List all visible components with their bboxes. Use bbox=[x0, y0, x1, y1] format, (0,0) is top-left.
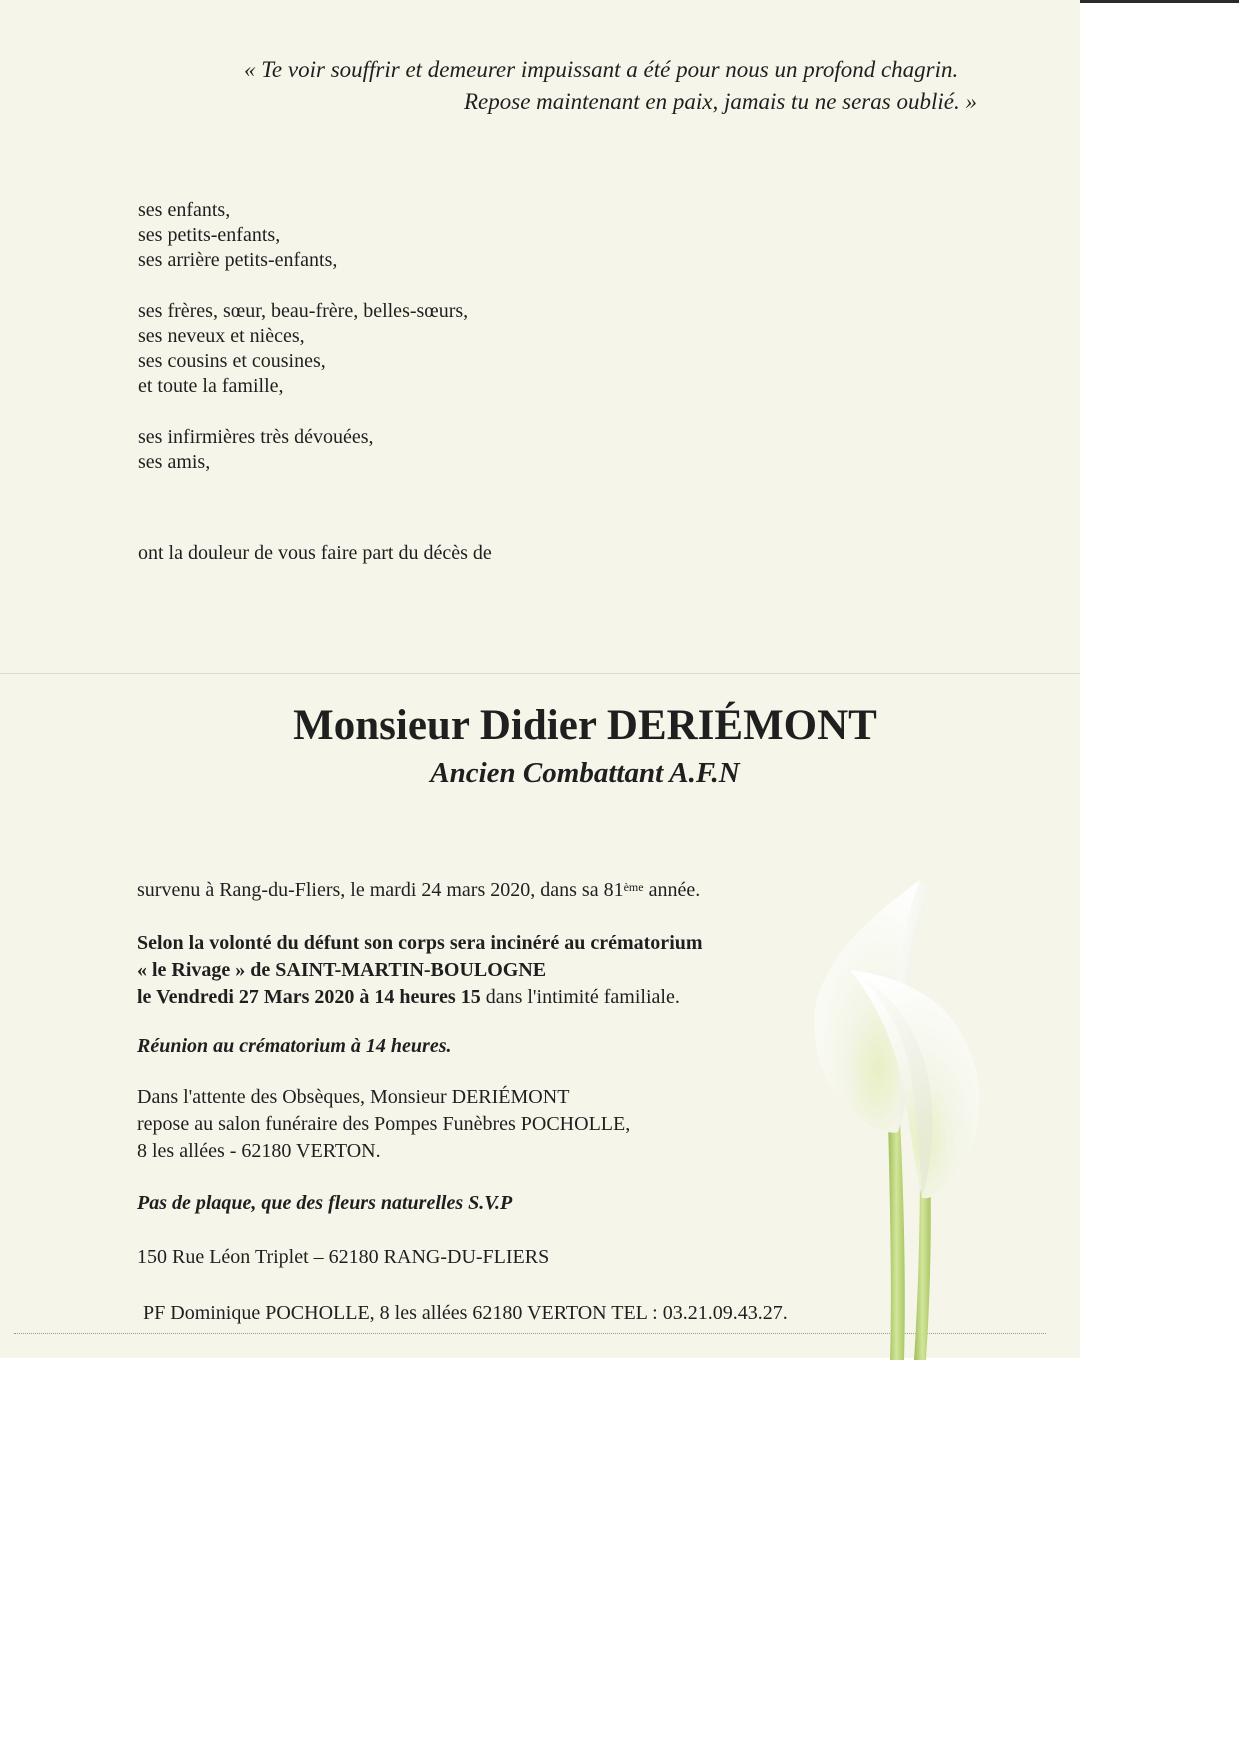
family-group-relatives bbox=[138, 298, 468, 398]
ordinal-suffix: ème bbox=[623, 880, 644, 894]
cremation-line-2: « le Rivage » de SAINT-MARTIN-BOULOGNE bbox=[137, 959, 547, 981]
family-line: et toute la famille, bbox=[138, 375, 284, 397]
cremation-note: dans l'intimité familiale. bbox=[480, 986, 680, 1008]
calla-lily-illustration bbox=[780, 870, 1080, 1360]
viewing-details bbox=[137, 1084, 630, 1165]
family-line: ses enfants, bbox=[138, 199, 231, 221]
reunion-note: Réunion au crématorium à 14 heures. bbox=[137, 1035, 452, 1057]
family-line: ses amis, bbox=[138, 451, 211, 473]
viewing-line-1: Dans l'attente des Obsèques, Monsieur DERIÉMONT bbox=[137, 1086, 570, 1108]
home-address: 150 Rue Léon Triplet – 62180 RANG-DU-FLIERS bbox=[137, 1246, 550, 1268]
deceased-title: Ancien Combattant A.F.N bbox=[430, 757, 740, 789]
cremation-line-1: Selon la volonté du défunt son corps sera incinéré au crématorium bbox=[137, 932, 703, 954]
deceased-name: Monsieur Didier DERIÉMONT bbox=[293, 702, 877, 749]
scan-edge bbox=[1080, 0, 1239, 3]
fold-line bbox=[0, 673, 1080, 674]
viewing-line-2: repose au salon funéraire des Pompes Funèbres POCHOLLE, bbox=[137, 1113, 631, 1135]
family-line: ses cousins et cousines, bbox=[138, 350, 326, 372]
death-notice-prefix: survenu à Rang-du-Fliers, le mardi 24 mars 2020, dans sa 81 bbox=[137, 879, 624, 901]
lily-stem bbox=[888, 1120, 905, 1360]
announcement-text: ont la douleur de vous faire part du décès de bbox=[138, 542, 492, 564]
cremation-date: le Vendredi 27 Mars 2020 à 14 heures 15 bbox=[137, 986, 481, 1008]
death-notice-suffix: année. bbox=[643, 879, 701, 901]
death-notice bbox=[137, 877, 700, 903]
family-group-children bbox=[138, 197, 468, 272]
no-plaque-note: Pas de plaque, que des fleurs naturelles S.V.P bbox=[137, 1192, 513, 1214]
cremation-line-3 bbox=[137, 984, 703, 1011]
quote-line-2: Repose maintenant en paix, jamais tu ne seras oublié. » bbox=[464, 89, 977, 114]
family-line: ses petits-enfants, bbox=[138, 224, 281, 246]
cremation-details bbox=[137, 930, 703, 1011]
funeral-home-footer: PF Dominique POCHOLLE, 8 les allées 62180 VERTON TEL : 03.21.09.43.27. bbox=[143, 1302, 788, 1324]
family-line: ses neveux et nièces, bbox=[138, 325, 305, 347]
family-group-friends bbox=[138, 424, 468, 474]
family-line: ses arrière petits-enfants, bbox=[138, 249, 338, 271]
family-line: ses frères, sœur, beau-frère, belles-sœurs, bbox=[138, 300, 469, 322]
family-list bbox=[138, 197, 468, 500]
quote-line-1: « Te voir souffrir et demeurer impuissant a été pour nous un profond chagrin. bbox=[244, 57, 959, 82]
viewing-line-3: 8 les allées - 62180 VERTON. bbox=[137, 1140, 381, 1162]
family-line: ses infirmières très dévouées, bbox=[138, 426, 374, 448]
